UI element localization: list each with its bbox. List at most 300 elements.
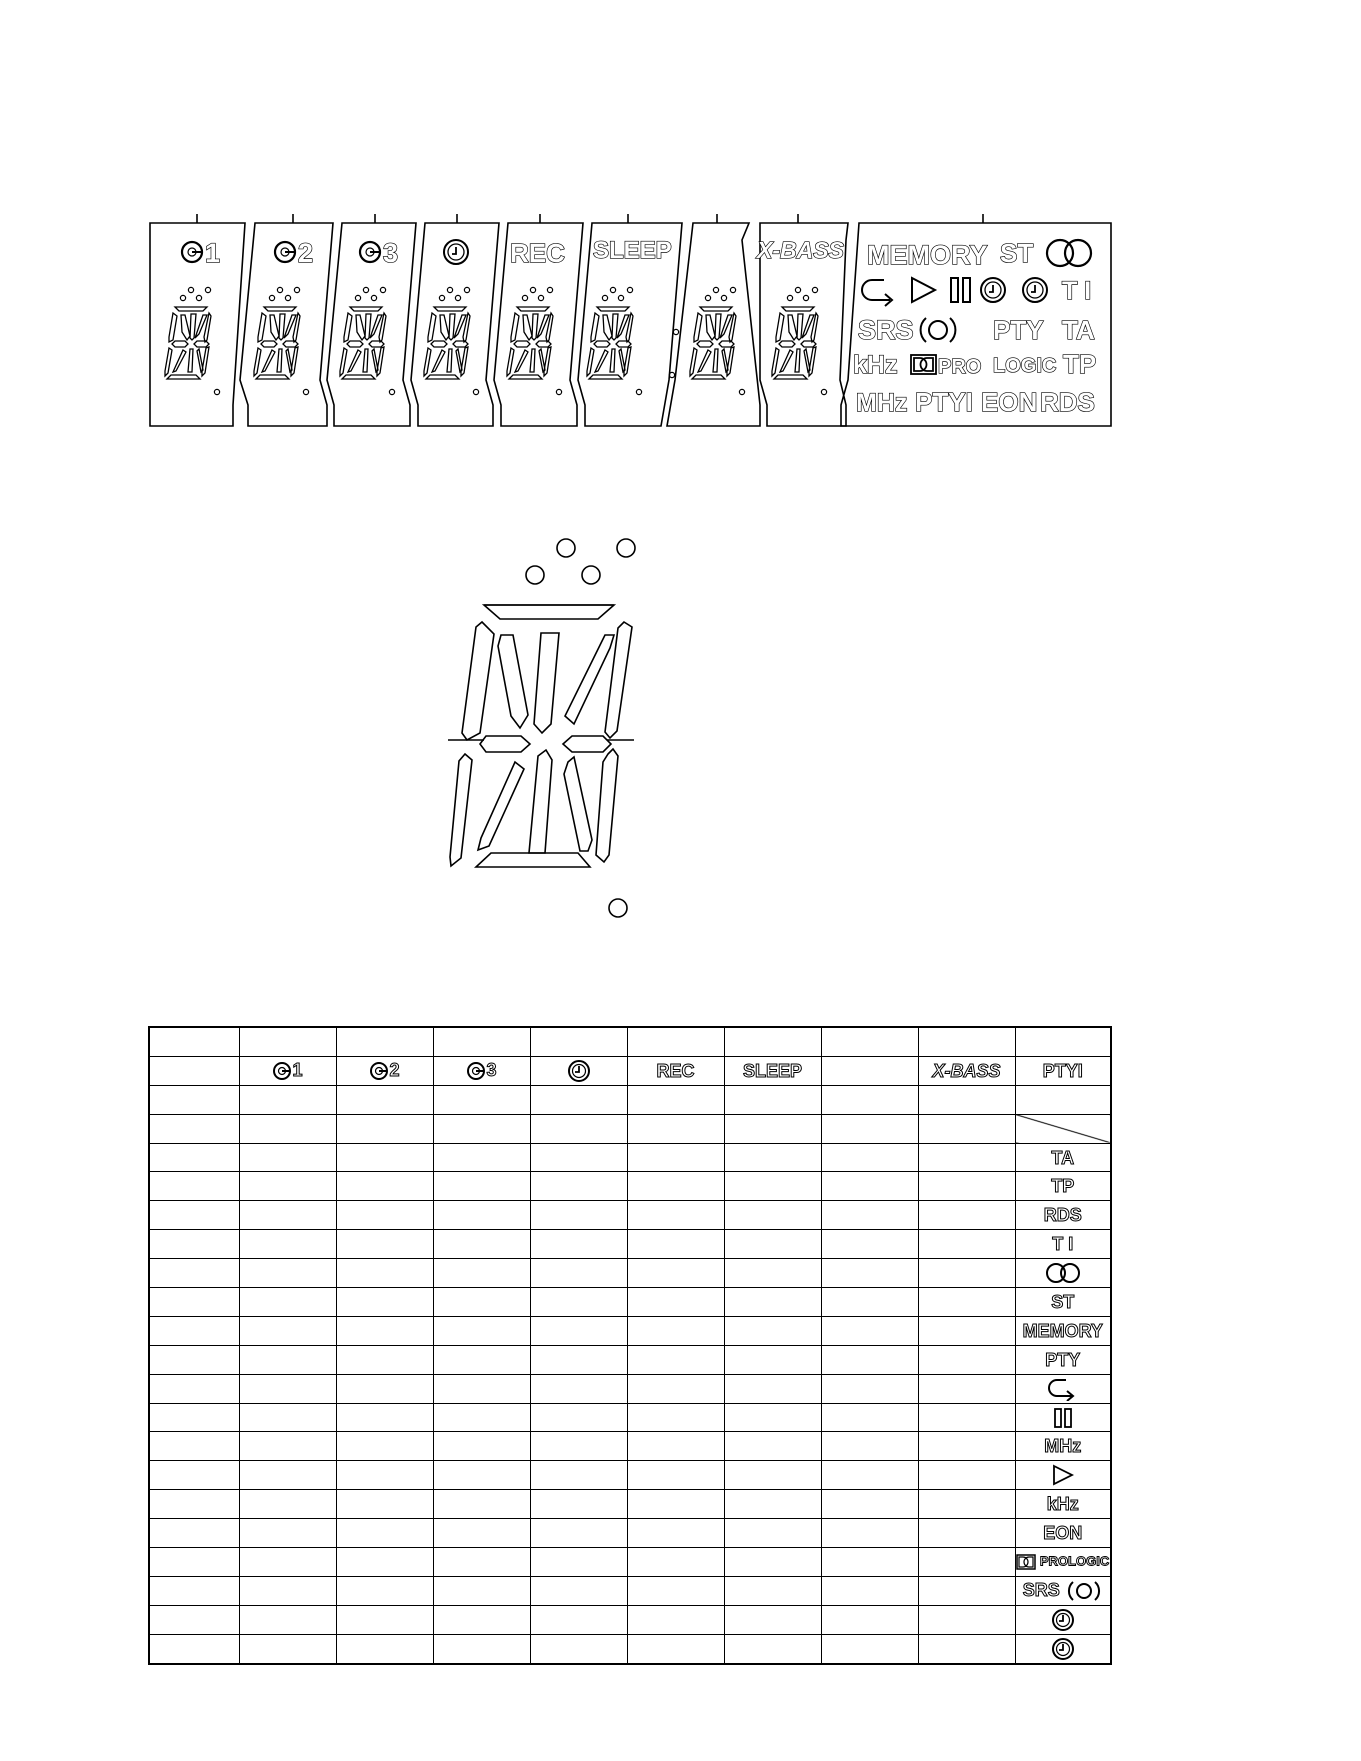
dot-segment: [389, 389, 394, 394]
table-cell: [1015, 1230, 1111, 1259]
table-cell: [1015, 1085, 1111, 1114]
table-cell: [336, 1085, 433, 1114]
segment-b: [605, 622, 632, 738]
table-cell: [724, 1085, 821, 1114]
table-cell: [724, 1172, 821, 1201]
table-cell: [149, 1605, 239, 1634]
table-cell: [724, 1576, 821, 1605]
table-cell: [149, 1490, 239, 1519]
khz-label: kHz: [853, 351, 898, 379]
large-digit: [448, 539, 635, 917]
table-cell: [627, 1114, 724, 1143]
table-row: [149, 1027, 1111, 1056]
dot-segment: [705, 295, 710, 300]
table-cell: [433, 1519, 530, 1548]
st-label: ST: [1000, 238, 1034, 268]
table-cell: [336, 1519, 433, 1548]
table-cell: [918, 1201, 1015, 1230]
digit-segment: [344, 313, 352, 342]
table-cell: [336, 1027, 433, 1056]
table-cell: [821, 1230, 918, 1259]
digit-segment: [256, 375, 289, 379]
table-cell: [1015, 1288, 1111, 1317]
dot-segment: [602, 295, 607, 300]
dot-segment: [285, 295, 290, 300]
table-cell: [821, 1490, 918, 1519]
segment-e: [450, 754, 472, 866]
table-cell: [627, 1085, 724, 1114]
table-cell: [530, 1316, 627, 1345]
table-cell: [149, 1548, 239, 1577]
table-cell: [433, 1605, 530, 1634]
cell-label: T I: [1052, 1234, 1074, 1255]
segment-a: [484, 605, 614, 619]
table-cell: [627, 1316, 724, 1345]
digit-segment: [342, 375, 375, 379]
table-cell: [433, 1143, 530, 1172]
dot-segment: [363, 287, 368, 292]
digit-segment: [780, 350, 793, 372]
cell-label: SRS: [1022, 1579, 1060, 1600]
digit-segment: [440, 315, 449, 340]
dot-segment: [188, 287, 193, 292]
table-row: [149, 1548, 1111, 1577]
table-cell: [239, 1461, 336, 1490]
table-cell: [239, 1230, 336, 1259]
table-cell: [239, 1288, 336, 1317]
table-cell: [821, 1114, 918, 1143]
clock-icon: [981, 278, 1005, 302]
digit-segment: [706, 315, 715, 340]
table-row: [149, 1490, 1111, 1519]
table-cell: [149, 1634, 239, 1663]
xbass-label: X-BASS: [757, 237, 844, 263]
table-cell: [239, 1576, 336, 1605]
table-cell: [433, 1172, 530, 1201]
digit-segment: [258, 313, 266, 342]
table-cell: [1015, 1432, 1111, 1461]
table-cell: [627, 1605, 724, 1634]
table-cell: [433, 1345, 530, 1374]
panel-digit: [690, 287, 745, 394]
table-cell: [918, 1230, 1015, 1259]
digit-segment: [801, 341, 816, 347]
table-cell: [239, 1490, 336, 1519]
table-cell: [724, 1259, 821, 1288]
segment-table: [148, 1026, 1112, 1665]
digit-segment: [194, 341, 209, 347]
cell-label: EON: [1043, 1523, 1083, 1544]
table-cell: [336, 1634, 433, 1663]
table-cell: [239, 1345, 336, 1374]
table-cell: [918, 1085, 1015, 1114]
segment-j: [565, 635, 614, 724]
table-cell: [530, 1288, 627, 1317]
table-cell: [336, 1605, 433, 1634]
decimal-dot: [609, 899, 627, 917]
digit-segment: [523, 315, 532, 340]
table-cell: [433, 1201, 530, 1230]
cell-label: PROLOGIC: [1039, 1553, 1110, 1569]
digit-segment: [603, 315, 612, 340]
table-cell: [724, 1201, 821, 1230]
dot-segment: [538, 295, 543, 300]
digit-segment: [454, 315, 466, 338]
table-cell: [149, 1288, 239, 1317]
digit-segment: [517, 307, 549, 311]
dot-segment: [803, 295, 808, 300]
table-cell: [918, 1027, 1015, 1056]
digit-segment: [802, 315, 814, 338]
rec-label: REC: [510, 238, 565, 268]
table-cell: [530, 1230, 627, 1259]
table-cell: [336, 1345, 433, 1374]
table-cell: [530, 1143, 627, 1172]
digit-segment: [692, 375, 725, 379]
table-row: [149, 1085, 1111, 1114]
logic-label: LOGIC: [993, 355, 1057, 377]
digit-segment: [507, 348, 514, 376]
digit-segment: [370, 315, 382, 338]
table-row: [149, 1259, 1111, 1288]
dot-segment: [610, 287, 615, 292]
digit-segment: [165, 348, 172, 376]
table-cell: [149, 1345, 239, 1374]
digit-segment: [379, 313, 386, 342]
table-cell: [433, 1576, 530, 1605]
table-cell: [336, 1056, 433, 1085]
table-cell: [724, 1143, 821, 1172]
srs-icon: [921, 318, 956, 342]
digit-segment: [169, 313, 177, 342]
table-cell: [433, 1490, 530, 1519]
digit-segment: [720, 315, 732, 338]
table-cell: [724, 1114, 821, 1143]
table-cell: [1015, 1114, 1111, 1143]
segment-h: [498, 635, 528, 728]
table-cell: [530, 1403, 627, 1432]
table-cell: [149, 1114, 239, 1143]
table-cell: [627, 1172, 724, 1201]
table-cell: [724, 1490, 821, 1519]
table-cell: [239, 1056, 336, 1085]
dot-segment: [380, 287, 385, 292]
dot-segment: [556, 389, 561, 394]
table-cell: [433, 1259, 530, 1288]
table-cell: [918, 1634, 1015, 1663]
table-row: [149, 1634, 1111, 1663]
table-cell: [149, 1201, 239, 1230]
table-cell: [1015, 1345, 1111, 1374]
digit-segment: [428, 313, 436, 342]
dot-segment: [627, 287, 632, 292]
panel-digit: [165, 287, 220, 394]
digit-segment: [291, 347, 298, 376]
table-cell: [530, 1519, 627, 1548]
segment-m: [529, 750, 552, 853]
table-cell: [724, 1027, 821, 1056]
cell-label: 3: [486, 1059, 497, 1080]
cell-label: REC: [656, 1060, 695, 1081]
table-cell: [530, 1490, 627, 1519]
dot-segment: [812, 287, 817, 292]
digit-segment: [195, 315, 207, 338]
digit-segment: [530, 349, 535, 372]
digit-segment: [270, 315, 279, 340]
digit-segment: [173, 350, 186, 372]
dot-segment: [713, 287, 718, 292]
table-cell: [1015, 1374, 1111, 1403]
digit-segment: [261, 341, 277, 347]
table-cell: [627, 1432, 724, 1461]
digit-segment: [277, 349, 282, 372]
table-cell: [336, 1432, 433, 1461]
table-cell: [433, 1374, 530, 1403]
dot-segment: [618, 295, 623, 300]
digit-segment: [431, 341, 447, 347]
mhz-label: MHz: [856, 389, 908, 417]
table-cell: [433, 1316, 530, 1345]
table-cell: [918, 1490, 1015, 1519]
table-cell: [1015, 1605, 1111, 1634]
table-cell: [530, 1114, 627, 1143]
digit-segment: [589, 375, 622, 379]
table-cell: [530, 1056, 627, 1085]
table-cell: [918, 1259, 1015, 1288]
dot-segment: [464, 287, 469, 292]
dot-segment: [277, 287, 282, 292]
table-cell: [149, 1027, 239, 1056]
digit-segment: [788, 315, 797, 340]
digit-segment: [283, 341, 298, 347]
table-cell: [627, 1259, 724, 1288]
digit-segment: [434, 307, 466, 311]
table-cell: [336, 1548, 433, 1577]
panel-digit: [507, 287, 562, 394]
digit-segment: [264, 307, 296, 311]
digit-segment: [809, 347, 816, 376]
table-cell: [918, 1143, 1015, 1172]
dot-segment: [355, 295, 360, 300]
table-cell: [627, 1230, 724, 1259]
cell-label: ST: [1051, 1291, 1075, 1312]
table-cell: [149, 1374, 239, 1403]
table-cell: [724, 1230, 821, 1259]
table-cell: [149, 1085, 239, 1114]
digit-segment: [617, 315, 629, 338]
dot-segment: [294, 287, 299, 292]
dot-segment: [371, 295, 376, 300]
digit-segment: [624, 347, 631, 376]
table-cell: [433, 1403, 530, 1432]
dot-segment: [582, 566, 600, 584]
table-cell: [821, 1605, 918, 1634]
digit-segment: [537, 315, 549, 338]
table-cell: [821, 1288, 918, 1317]
grid-ticks: [197, 214, 983, 223]
table-cell: [239, 1316, 336, 1345]
dot-segment: [787, 295, 792, 300]
table-cell: [627, 1634, 724, 1663]
digit-segment: [181, 315, 190, 340]
table-cell: [821, 1085, 918, 1114]
table-cell: [918, 1403, 1015, 1432]
digit-segment: [463, 313, 470, 342]
table-row: [149, 1576, 1111, 1605]
table-cell: [918, 1056, 1015, 1085]
table-cell: [724, 1288, 821, 1317]
table-cell: [530, 1345, 627, 1374]
table-cell: [724, 1316, 821, 1345]
table-row: [149, 1519, 1111, 1548]
table-cell: [724, 1056, 821, 1085]
table-cell: [433, 1056, 530, 1085]
table-cell: [1015, 1201, 1111, 1230]
table-cell: [149, 1519, 239, 1548]
table-cell: [239, 1432, 336, 1461]
digit-segment: [348, 350, 361, 372]
table-cell: [821, 1316, 918, 1345]
table-cell: [627, 1288, 724, 1317]
table-cell: [1015, 1548, 1111, 1577]
digit-segment: [461, 347, 468, 376]
digit-segment: [536, 341, 551, 347]
table-cell: [433, 1634, 530, 1663]
segment-l: [478, 762, 524, 850]
digit-segment: [727, 347, 734, 376]
table-row: [149, 1374, 1111, 1403]
table-cell: [821, 1634, 918, 1663]
dot-segment: [739, 389, 744, 394]
table-cell: [336, 1114, 433, 1143]
digit-segment: [795, 349, 800, 372]
digit-segment: [626, 313, 633, 342]
digit-segment: [700, 307, 732, 311]
table-cell: [821, 1259, 918, 1288]
memory-label: MEMORY: [867, 240, 988, 270]
repeat-icon: [862, 280, 892, 306]
dot-segment: [530, 287, 535, 292]
digit-segment: [774, 375, 807, 379]
dot-segment: [180, 295, 185, 300]
table-cell: [821, 1432, 918, 1461]
table-cell: [821, 1461, 918, 1490]
table-cell: [918, 1316, 1015, 1345]
table-row: [149, 1114, 1111, 1143]
colon-dot: [673, 329, 678, 334]
table-cell: [1015, 1027, 1111, 1056]
table-cell: [627, 1345, 724, 1374]
table-cell: [433, 1230, 530, 1259]
table-cell: [821, 1403, 918, 1432]
table-cell: [239, 1201, 336, 1230]
table-cell: [1015, 1519, 1111, 1548]
memory-preset-icon: [182, 242, 202, 262]
table-cell: [239, 1259, 336, 1288]
clock-icon: [444, 240, 468, 264]
ptyi-label: PTYI: [915, 387, 973, 417]
table-cell: [918, 1288, 1015, 1317]
digit-segment: [356, 315, 365, 340]
table-cell: [149, 1172, 239, 1201]
digit-segment: [713, 349, 718, 372]
table-cell: [149, 1259, 239, 1288]
g3-label: 3: [383, 238, 399, 268]
cell-label: RDS: [1043, 1205, 1082, 1226]
table-row: [149, 1143, 1111, 1172]
digit-segment: [690, 348, 697, 376]
table-cell: [433, 1085, 530, 1114]
table-cell: [1015, 1056, 1111, 1085]
cell-label: MHz: [1044, 1436, 1082, 1457]
digit-segment: [369, 341, 384, 347]
segment-f: [462, 622, 494, 740]
dot-segment: [526, 566, 544, 584]
digit-segment: [377, 347, 384, 376]
table-cell: [336, 1172, 433, 1201]
table-cell: [1015, 1403, 1111, 1432]
panel-digit: [587, 287, 642, 394]
table-cell: [530, 1634, 627, 1663]
digit-segment: [595, 350, 608, 372]
table-cell: [530, 1201, 627, 1230]
table-cell: [627, 1143, 724, 1172]
table-cell: [149, 1403, 239, 1432]
cell-label: 2: [389, 1059, 400, 1080]
table-cell: [530, 1605, 627, 1634]
table-cell: [1015, 1316, 1111, 1345]
table-cell: [336, 1201, 433, 1230]
table-cell: [239, 1548, 336, 1577]
digit-segment: [782, 307, 814, 311]
dot-segment: [439, 295, 444, 300]
dolby-icon: [911, 355, 936, 374]
panel-digit: [424, 287, 479, 394]
panel-digit: [254, 287, 309, 394]
table-cell: [336, 1316, 433, 1345]
digit-segment: [616, 341, 631, 347]
table-cell: [149, 1230, 239, 1259]
table-cell: [433, 1027, 530, 1056]
sleep-label: SLEEP: [593, 237, 672, 264]
table-cell: [724, 1461, 821, 1490]
table-cell: [724, 1345, 821, 1374]
table-cell: [918, 1432, 1015, 1461]
table-cell: [1015, 1259, 1111, 1288]
digit-segment: [511, 313, 519, 342]
table-cell: [627, 1461, 724, 1490]
cell-label: X-BASS: [932, 1060, 1001, 1081]
table-cell: [821, 1027, 918, 1056]
dot-segment: [205, 287, 210, 292]
table-row: [149, 1461, 1111, 1490]
digit-segment: [202, 347, 209, 376]
table-cell: [918, 1548, 1015, 1577]
digit-segment: [167, 375, 200, 379]
table-row: [149, 1432, 1111, 1461]
table-cell: [821, 1519, 918, 1548]
digit-segment: [293, 313, 300, 342]
table-cell: [1015, 1461, 1111, 1490]
table-cell: [530, 1374, 627, 1403]
segment-g1: [480, 736, 530, 752]
table-cell: [239, 1634, 336, 1663]
table-cell: [724, 1548, 821, 1577]
pro-label: PRO: [938, 356, 982, 378]
digit-segment: [347, 341, 363, 347]
table-cell: [433, 1114, 530, 1143]
cell-label: PTY: [1045, 1349, 1081, 1370]
